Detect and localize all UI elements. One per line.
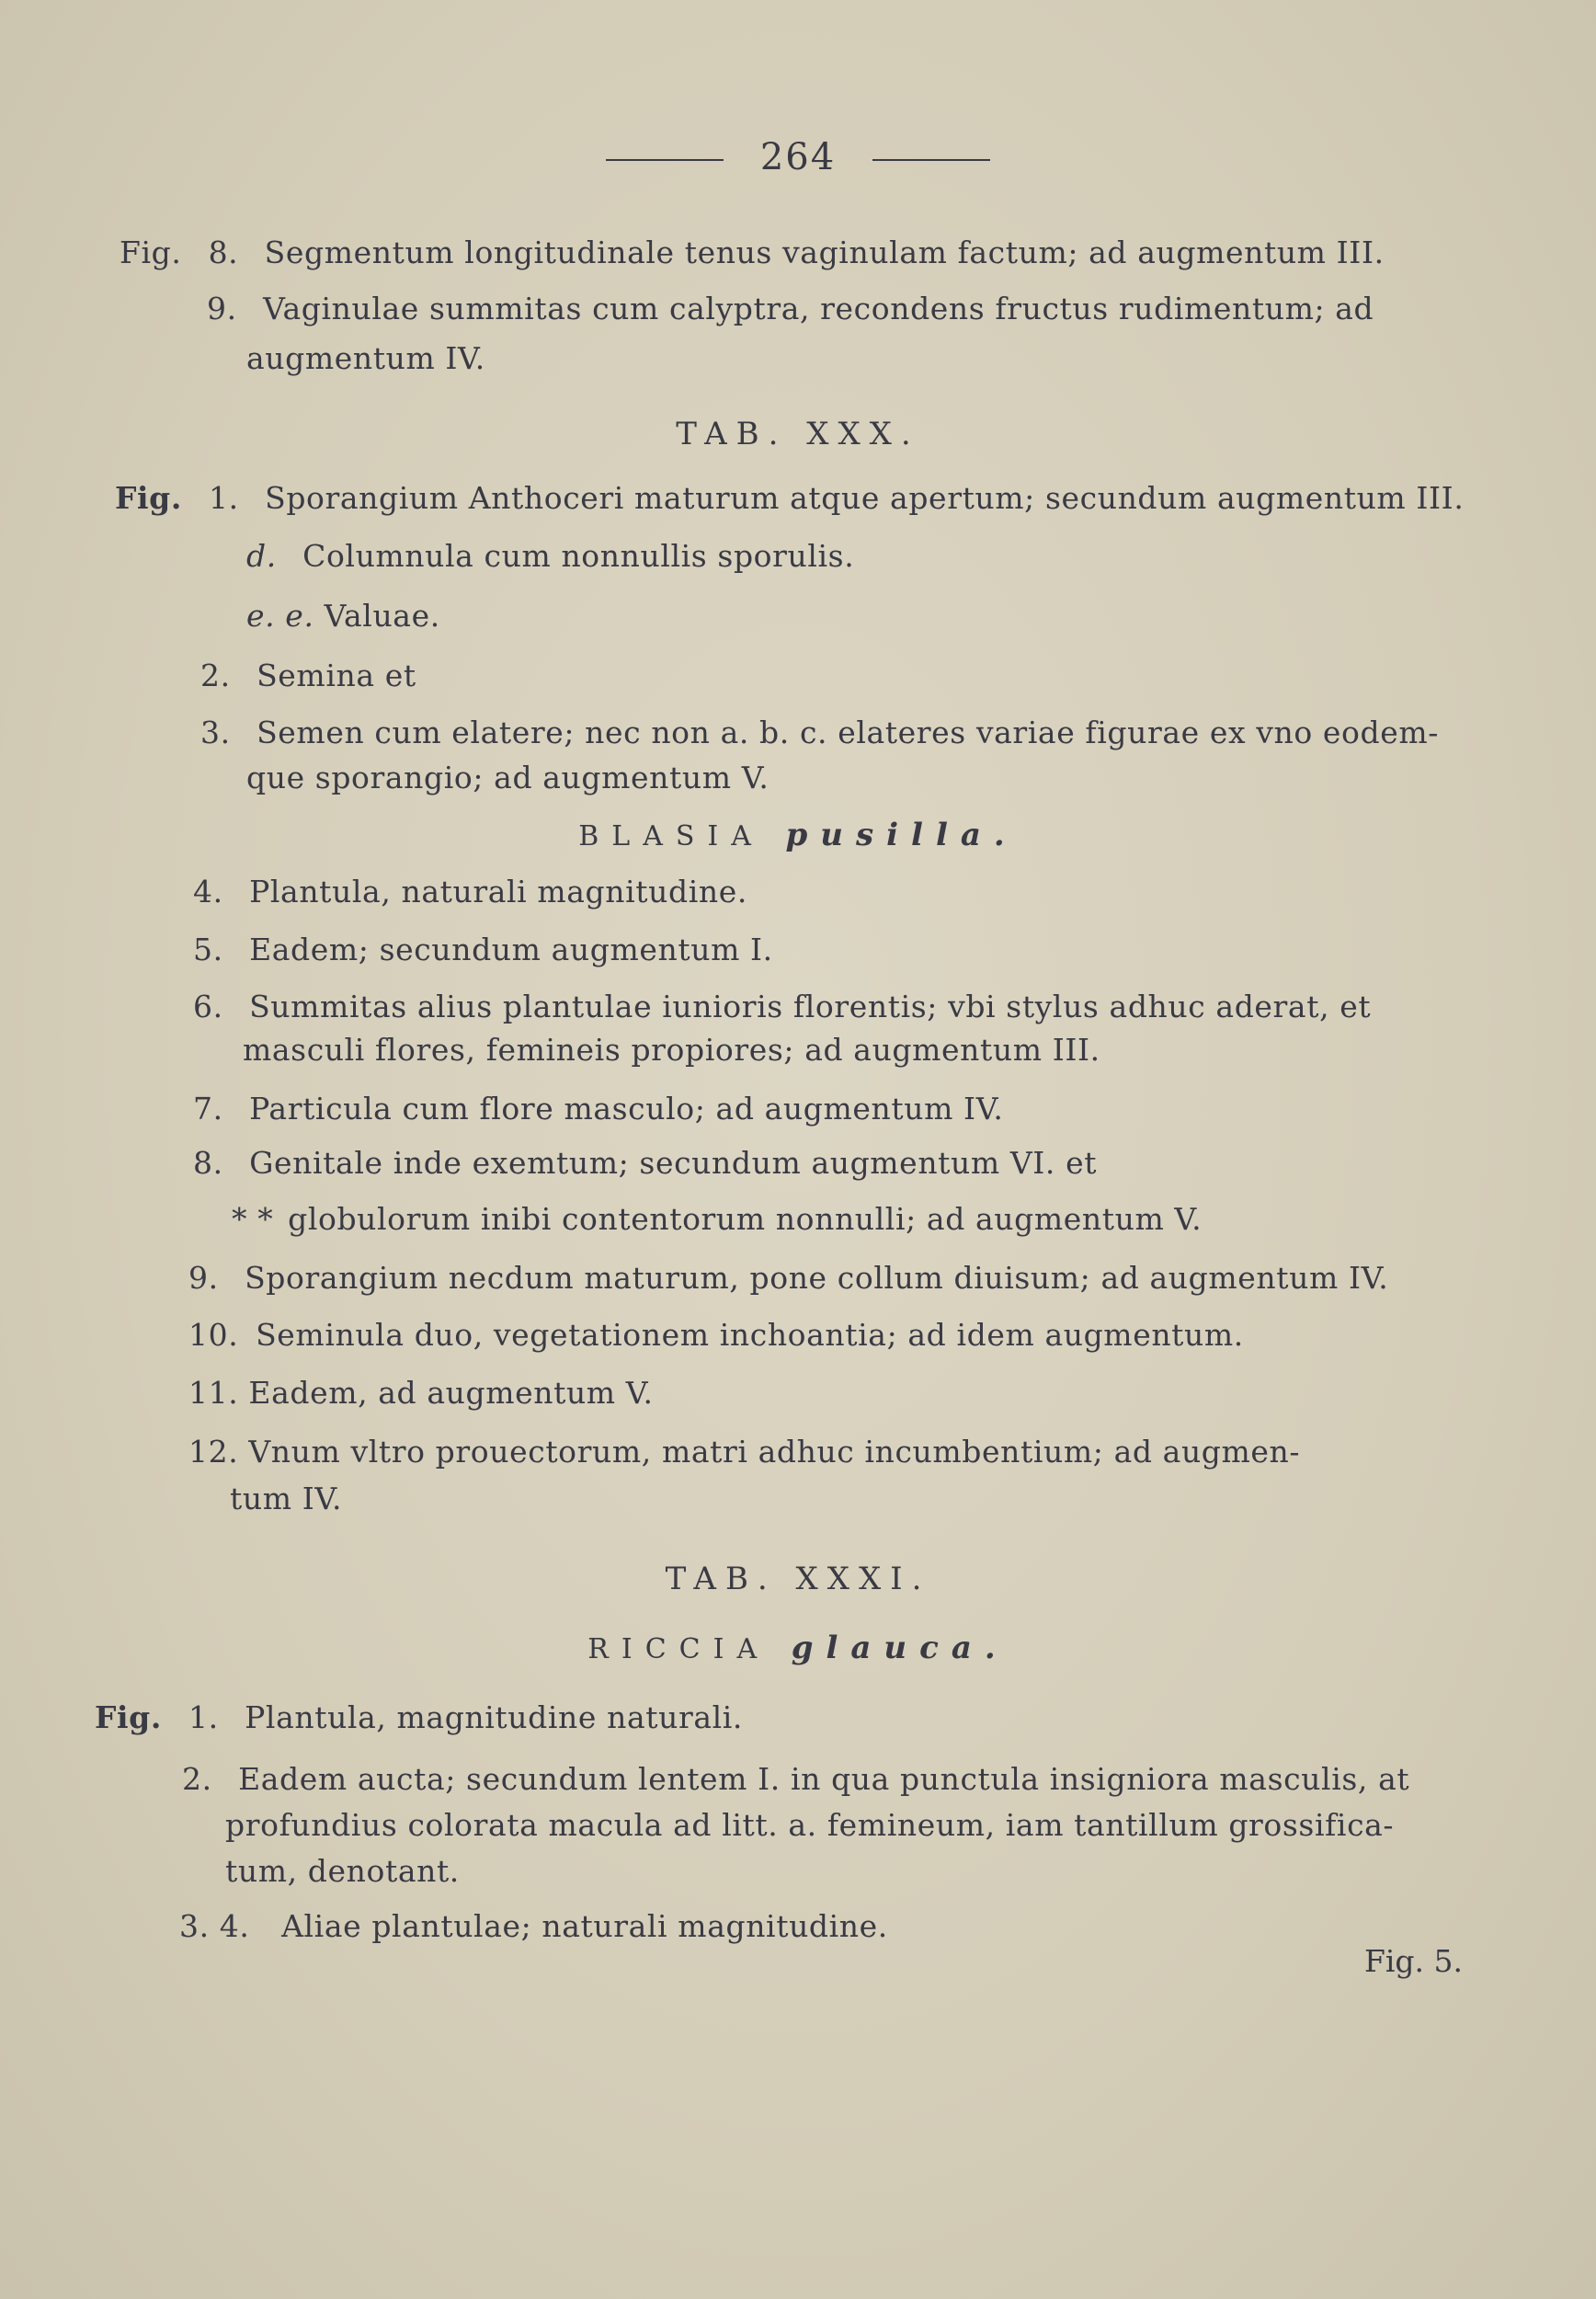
caption-text: Sporangium necdum maturum, pone collum diuisum; ad augmentum IV. — [245, 1260, 1389, 1296]
caption-text: augmentum IV. — [246, 340, 485, 376]
fig-number: 11. — [188, 1375, 239, 1411]
fig-number: 4. — [193, 874, 223, 909]
caption-line — [120, 234, 1385, 270]
caption-line — [230, 1481, 342, 1516]
caption-text: Eadem aucta; secundum lentem I. in qua punctula insigniora masculis, at — [238, 1761, 1410, 1797]
species-name: glauca. — [791, 1630, 1009, 1666]
caption-text: Plantula, naturali magnitudine. — [249, 874, 747, 909]
caption-text: masculi flores, femineis propiores; ad augmentum III. — [243, 1032, 1100, 1068]
page-number: 264 — [759, 136, 837, 178]
fig-number: 1. — [209, 480, 239, 516]
fig-number: 6. — [193, 989, 223, 1024]
caption-line — [188, 1375, 654, 1411]
fig-number: 9. — [188, 1260, 219, 1296]
genus-name: BLASIA — [578, 820, 764, 852]
caption-line — [179, 1908, 888, 1944]
caption-line — [193, 1091, 1003, 1127]
caption-line — [200, 715, 1439, 750]
fig-number: 10. — [188, 1317, 239, 1353]
page-header — [0, 136, 1596, 178]
caption-text: Sporangium Anthoceri maturum atque apertum; secundum augmentum III. — [265, 480, 1465, 516]
caption-line — [246, 340, 485, 376]
fig-letter: e. e. — [246, 598, 314, 634]
caption-text: Segmentum longitudinale tenus vaginulam factum; ad augmentum III. — [264, 234, 1385, 270]
caption-text: Eadem; secundum augmentum I. — [249, 932, 773, 967]
genus-name: RICCIA — [587, 1633, 770, 1665]
caption-line — [182, 1761, 1409, 1797]
caption-text: Summitas alius plantulae iunioris florentis; vbi stylus adhuc aderat, et — [249, 989, 1372, 1024]
species-heading — [0, 817, 1596, 853]
fig-label: Fig. — [95, 1699, 162, 1735]
plate-heading: TAB. XXXI. — [665, 1561, 931, 1597]
header-rule-right — [872, 159, 990, 161]
caption-text: Aliae plantulae; naturali magnitudine. — [281, 1908, 888, 1944]
caption-line — [246, 538, 854, 574]
fig-label: Fig. — [120, 234, 182, 270]
caption-line — [188, 1260, 1388, 1296]
caption-text: Columnula cum nonnullis sporulis. — [302, 538, 855, 574]
caption-line — [232, 1201, 1202, 1237]
caption-line — [246, 598, 440, 634]
caption-text: tum, denotant. — [225, 1853, 460, 1889]
fig-label: Fig. — [115, 480, 182, 516]
caption-text: Genitale inde exemtum; secundum augmentum VI. et — [249, 1145, 1098, 1181]
caption-text: Plantula, magnitudine naturali. — [245, 1699, 743, 1735]
fig-number: 8. — [208, 234, 239, 270]
fig-number: 2. — [200, 658, 231, 693]
caption-text: Valuae. — [324, 598, 440, 634]
species-name: pusilla. — [785, 817, 1018, 853]
caption-line — [115, 480, 1464, 516]
fig-number: 2. — [182, 1761, 212, 1797]
fig-number: 3. 4. — [179, 1908, 250, 1944]
caption-line — [95, 1699, 743, 1735]
caption-line — [188, 1434, 1300, 1470]
caption-text: profundius colorata macula ad litt. a. femineum, iam tantillum grossifica- — [225, 1807, 1395, 1843]
caption-line — [246, 760, 769, 795]
caption-line — [225, 1807, 1394, 1843]
caption-text: que sporangio; ad augmentum V. — [246, 760, 770, 795]
fig-number: 12. — [188, 1434, 239, 1470]
fig-number: 1. — [188, 1699, 219, 1735]
caption-text: globulorum inibi contentorum nonnulli; ad augmentum V. — [288, 1201, 1203, 1237]
species-heading — [0, 1630, 1596, 1666]
caption-text: Semen cum elatere; nec non a. b. c. elateres variae figurae ex vno eodem- — [256, 715, 1440, 750]
caption-line — [243, 1032, 1100, 1068]
fig-number: 9. — [207, 291, 237, 326]
caption-text: Vaginulae summitas cum calyptra, recondens fructus rudimentum; ad — [263, 291, 1374, 326]
fig-number: 5. — [193, 932, 223, 967]
caption-text: Semina et — [256, 658, 416, 693]
fig-number: * * — [232, 1201, 274, 1237]
caption-text: Eadem, ad augmentum V. — [248, 1375, 654, 1411]
caption-line — [200, 658, 416, 693]
fig-number: 3. — [200, 715, 231, 750]
caption-line — [225, 1853, 460, 1889]
caption-text: tum IV. — [230, 1481, 343, 1516]
caption-line — [193, 1145, 1097, 1181]
caption-text: Vnum vltro prouectorum, matri adhuc incumbentium; ad augmen- — [248, 1434, 1301, 1470]
fig-number: 8. — [193, 1145, 223, 1181]
plate-heading: TAB. XXX. — [676, 416, 920, 452]
caption-line — [188, 1317, 1244, 1353]
caption-line — [207, 291, 1374, 326]
caption-line — [193, 932, 773, 967]
header-rule-left — [606, 159, 724, 161]
fig-number: 7. — [193, 1091, 223, 1127]
fig-letter: d. — [246, 538, 277, 574]
caption-line — [193, 874, 747, 909]
caption-line — [193, 989, 1371, 1024]
caption-text: Seminula duo, vegetationem inchoantia; ad idem augmentum. — [256, 1317, 1244, 1353]
caption-text: Particula cum flore masculo; ad augmentum IV. — [249, 1091, 1004, 1127]
catchword: Fig. 5. — [1363, 1943, 1463, 1979]
